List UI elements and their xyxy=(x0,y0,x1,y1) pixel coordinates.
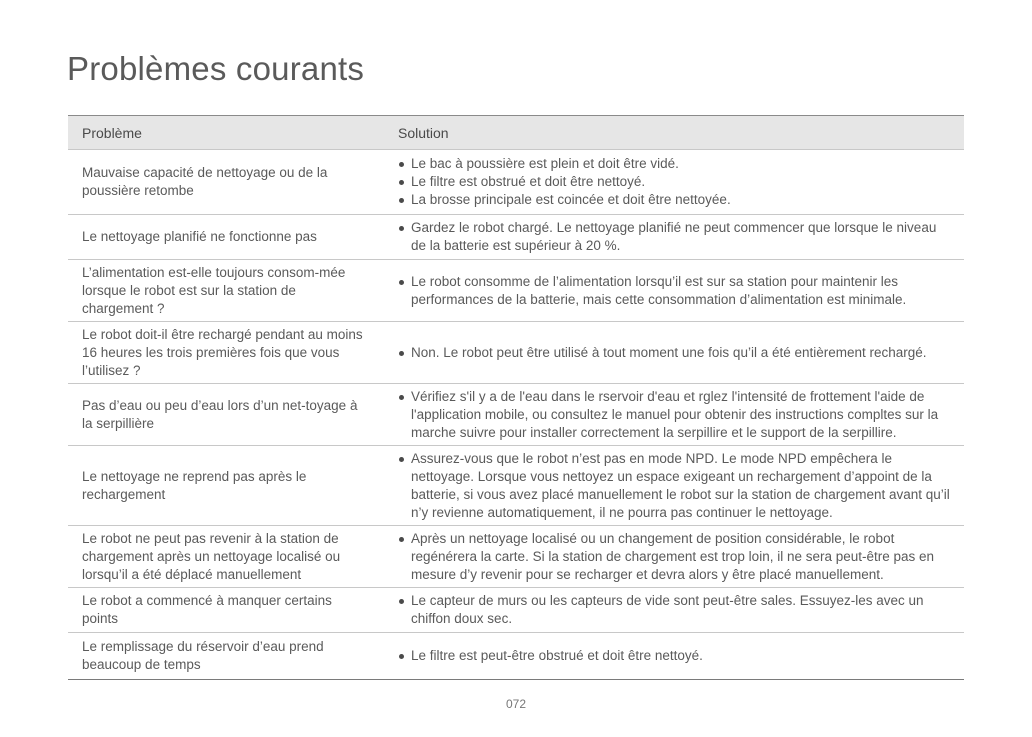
table-row xyxy=(68,526,964,588)
solution-list xyxy=(398,530,950,584)
problem-cell: Le nettoyage planifié ne fonctionne pas xyxy=(68,215,384,260)
solution-item: Non. Le robot peut être utilisé à tout moment une fois qu’il a été entièrement rechargé. xyxy=(398,344,950,362)
solution-item: Assurez-vous que le robot n’est pas en mode NPD. Le mode NPD empêchera le nettoyage. Lorsque vous nettoyez un espace exigeant un rechargement d’appoint de la batterie, si vous avez placé manuellement le robot sur la station de chargement avant qu’il n’y revienne automatiquement, il ne pourra pas continuer le nettoyage. xyxy=(398,450,950,522)
solution-item: Le filtre est peut-être obstrué et doit être nettoyé. xyxy=(398,647,950,665)
solution-cell xyxy=(384,260,964,322)
column-header-problem: Problème xyxy=(68,116,384,150)
solution-cell xyxy=(384,322,964,384)
table-row xyxy=(68,588,964,633)
solution-cell xyxy=(384,633,964,680)
solution-list xyxy=(398,388,950,442)
solution-list xyxy=(398,344,950,362)
solution-list xyxy=(398,273,950,309)
problem-cell: Le robot ne peut pas revenir à la station de chargement après un nettoyage localisé ou lorsqu’il a été déplacé manuellement xyxy=(68,526,384,588)
solution-cell xyxy=(384,526,964,588)
solution-list xyxy=(398,155,950,209)
troubleshooting-table xyxy=(68,115,964,680)
problem-cell: Le robot a commencé à manquer certains points xyxy=(68,588,384,633)
solution-item: La brosse principale est coincée et doit être nettoyée. xyxy=(398,191,950,209)
problem-cell: Le remplissage du réservoir d’eau prend beaucoup de temps xyxy=(68,633,384,680)
problem-cell: L’alimentation est-elle toujours consom-mée lorsque le robot est sur la station de chargement ? xyxy=(68,260,384,322)
solution-item: Gardez le robot chargé. Le nettoyage planifié ne peut commencer que lorsque le niveau de la batterie est supérieur à 20 %. xyxy=(398,219,950,255)
solution-list xyxy=(398,592,950,628)
page-number: 072 xyxy=(505,697,527,711)
solution-list xyxy=(398,219,950,255)
solution-item: Après un nettoyage localisé ou un changement de position considérable, le robot regénérera la carte. Si la station de chargement est trop loin, il ne sera peut-être pas en mesure d’y revenir pour se recharger et devra alors y être placé manuellement. xyxy=(398,530,950,584)
solution-cell xyxy=(384,588,964,633)
solution-item: Le filtre est obstrué et doit être nettoyé. xyxy=(398,173,950,191)
solution-cell xyxy=(384,446,964,526)
solution-item: Vérifiez s'il y a de l'eau dans le rservoir d'eau et rglez l'intensité de frottement l'aide de l'application mobile, ou consultez le manuel pour obtenir des instructions compltes sur la marche suivre pour installer correctement la serpillire et le support de la serpillire. xyxy=(398,388,950,442)
problem-cell: Le robot doit-il être rechargé pendant au moins 16 heures les trois premières fois que vous l’utilisez ? xyxy=(68,322,384,384)
solution-cell xyxy=(384,150,964,215)
solution-list xyxy=(398,647,950,665)
problem-cell: Mauvaise capacité de nettoyage ou de la poussière retombe xyxy=(68,150,384,215)
table-row xyxy=(68,150,964,215)
solution-item: Le robot consomme de l’alimentation lorsqu’il est sur sa station pour maintenir les performances de la batterie, mais cette consommation d’alimentation est minimale. xyxy=(398,273,950,309)
table-row xyxy=(68,215,964,260)
solution-cell xyxy=(384,384,964,446)
solution-cell xyxy=(384,215,964,260)
table-row xyxy=(68,260,964,322)
table-row xyxy=(68,322,964,384)
table-row xyxy=(68,633,964,680)
table-row xyxy=(68,446,964,526)
solution-list xyxy=(398,450,950,522)
solution-item: Le capteur de murs ou les capteurs de vide sont peut-être sales. Essuyez-les avec un chiffon doux sec. xyxy=(398,592,950,628)
solution-item: Le bac à poussière est plein et doit être vidé. xyxy=(398,155,950,173)
problem-cell: Pas d’eau ou peu d’eau lors d’un net-toyage à la serpillière xyxy=(68,384,384,446)
table-row xyxy=(68,384,964,446)
problem-cell: Le nettoyage ne reprend pas après le rechargement xyxy=(68,446,384,526)
column-header-solution: Solution xyxy=(384,116,964,150)
page-title: Problèmes courants xyxy=(67,50,365,87)
table-header-row xyxy=(68,116,964,150)
